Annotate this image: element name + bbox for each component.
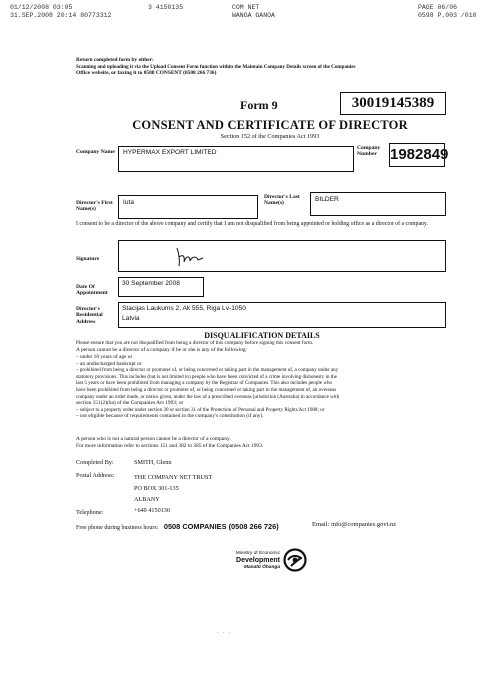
postal-address-value [134,472,212,505]
form-label: Form 9 [240,98,278,112]
return-note [76,57,456,77]
disqualification-item: section 151(2)(ba) of the Companies Act 1993; or [76,400,184,407]
company-name-field [118,146,354,172]
director-first-name-field [118,195,258,219]
ministry-logo [222,548,334,576]
disqualification-item: – subject to a property order under section 30 or section 31 of the Protection of Personal and Property Rights Act 1988; or [76,406,325,413]
signature-scribble [171,244,211,270]
ministry-logo-text [222,550,280,571]
appointment-label: Date Of Appointment [76,284,108,297]
fax-header-page: 3 4150135 [148,4,184,11]
disqualification-item: last 5 years or have been prohibited from managing a company by the Registrar of Companies. This also includes people who [76,380,333,387]
address-field [118,302,446,328]
address-label: Director's Residential Address [76,306,103,325]
appointment-value: 30 September 2008 [122,280,180,287]
form-title: CONSENT AND CERTIFICATE OF DIRECTOR [132,118,408,132]
postal-address-line3: ALBANY [134,496,160,503]
postal-address-line2: PO BOX 301-135 [134,485,179,492]
company-name-value: HYPERMAX EXPORT LIMITED [123,149,217,156]
freephone-line [76,522,279,531]
consent-text: I consent to be a director of the above company and certify that I am not disqualified from being appointed or holding office as a director of a company. [76,221,428,227]
email-line: Email: info@companies.govt.nz [312,521,397,528]
freephone-number: 0508 COMPANIES (0508 266 726) [163,522,279,531]
fax-header-left-1: 01/12/2008 03:05 [10,4,73,11]
disqualification-intro2: A person cannot be a director of a company if he or she is any of the following: [76,347,248,353]
signature-label: Signature [76,256,100,262]
disqualification-intro1: Please ensure that you are not disqualified from being a director of this company before signing this consent form. [76,340,314,346]
disqualification-note1: A person who is not a natural person cannot be a director of a company. [76,436,231,442]
return-note-line1: Return completed form by either: [76,57,154,63]
disqualification-item: statutory provisions. This includes (but is not limited to) people who have been convicted of a crime involving dishonesty in the [76,373,337,380]
address-line2: Latvia [122,315,140,322]
form-subtitle: Section 152 of the Companies Act 1993 [220,133,320,140]
freephone-text: Free phone during business hours: [76,525,159,531]
director-first-name-label: Director's First Name(s) [76,200,113,213]
director-last-name-label: Director's Last Name(s) [264,194,300,207]
disqualification-item: – not eligible because of requirements contained in the company's constitution (if any). [76,413,264,420]
signature-field [118,240,446,272]
fax-header-mid-2: WANGA GANOA [232,12,275,19]
ministry-logo-icon [282,548,310,574]
postal-address-line1: THE COMPANY NET TRUST [134,474,213,481]
director-last-name-value: BILDER [315,196,339,203]
fax-header-right-1: PAGE 06/06 [418,4,458,11]
disqualification-item: – under 18 years of age or [76,354,133,360]
telephone-value: +649 4150130 [134,507,170,514]
ministry-logo-line3: Manatū Ōhanga [244,565,280,570]
address-line1: Stacijas Laukums 2, Ak 555, Riga Lv-1050 [122,305,246,312]
company-name-label: Company Name [76,149,115,155]
disqualification-item: have been prohibited from being a director or promoter of, or being concerned or taking part in the management of, an overseas [76,386,337,393]
disqualification-heading: DISQUALIFICATION DETAILS [204,331,320,340]
disqualification-list [76,354,456,420]
disqualification-item: – an undischarged bankrupt or [76,360,142,367]
disqualification-note2: For more information refer to sections 151 and 382 to 385 of the Companies Act 1993. [76,443,264,449]
postal-address-label: Postal Address: [76,472,115,479]
fax-header-left-2: 31.SEP.2008 20:14 80773312 [10,12,112,19]
fax-header-mid-1: COM NET [232,4,260,11]
ministry-logo-line2: Development [236,557,280,564]
return-note-line2: Scanning and uploading it via the Upload Consent Form function within the Maintain Company Details screen of the Companies [76,63,356,70]
disqualification-item: company under an order made, or notice given, under the law of a prescribed overseas jurisdiction (Australia) in accordance with [76,393,340,400]
ministry-logo-line1: Ministry of Economic [235,551,280,556]
form-number: 30019145389 [340,92,446,115]
telephone-label: Telephone: [76,509,104,516]
director-first-name-value: Iuta [123,199,134,206]
completed-by-label: Completed By: [76,459,114,466]
fax-header-right-2: 0598 P.003 /010 [418,12,477,19]
appointment-field [118,277,204,297]
disqualification-item: – prohibited from being a director or promoter of, or being concerned or taking part in the management of, a company under any [76,367,339,374]
completed-by-value: SMITH, Glenn [134,459,172,466]
company-number-value: 1982849 [389,143,445,167]
director-last-name-field [310,192,446,216]
return-note-line3: Office website, or faxing it to 0508 CONSENT (0508 266 736) [76,70,217,77]
company-number-label: Company Number [357,145,381,158]
